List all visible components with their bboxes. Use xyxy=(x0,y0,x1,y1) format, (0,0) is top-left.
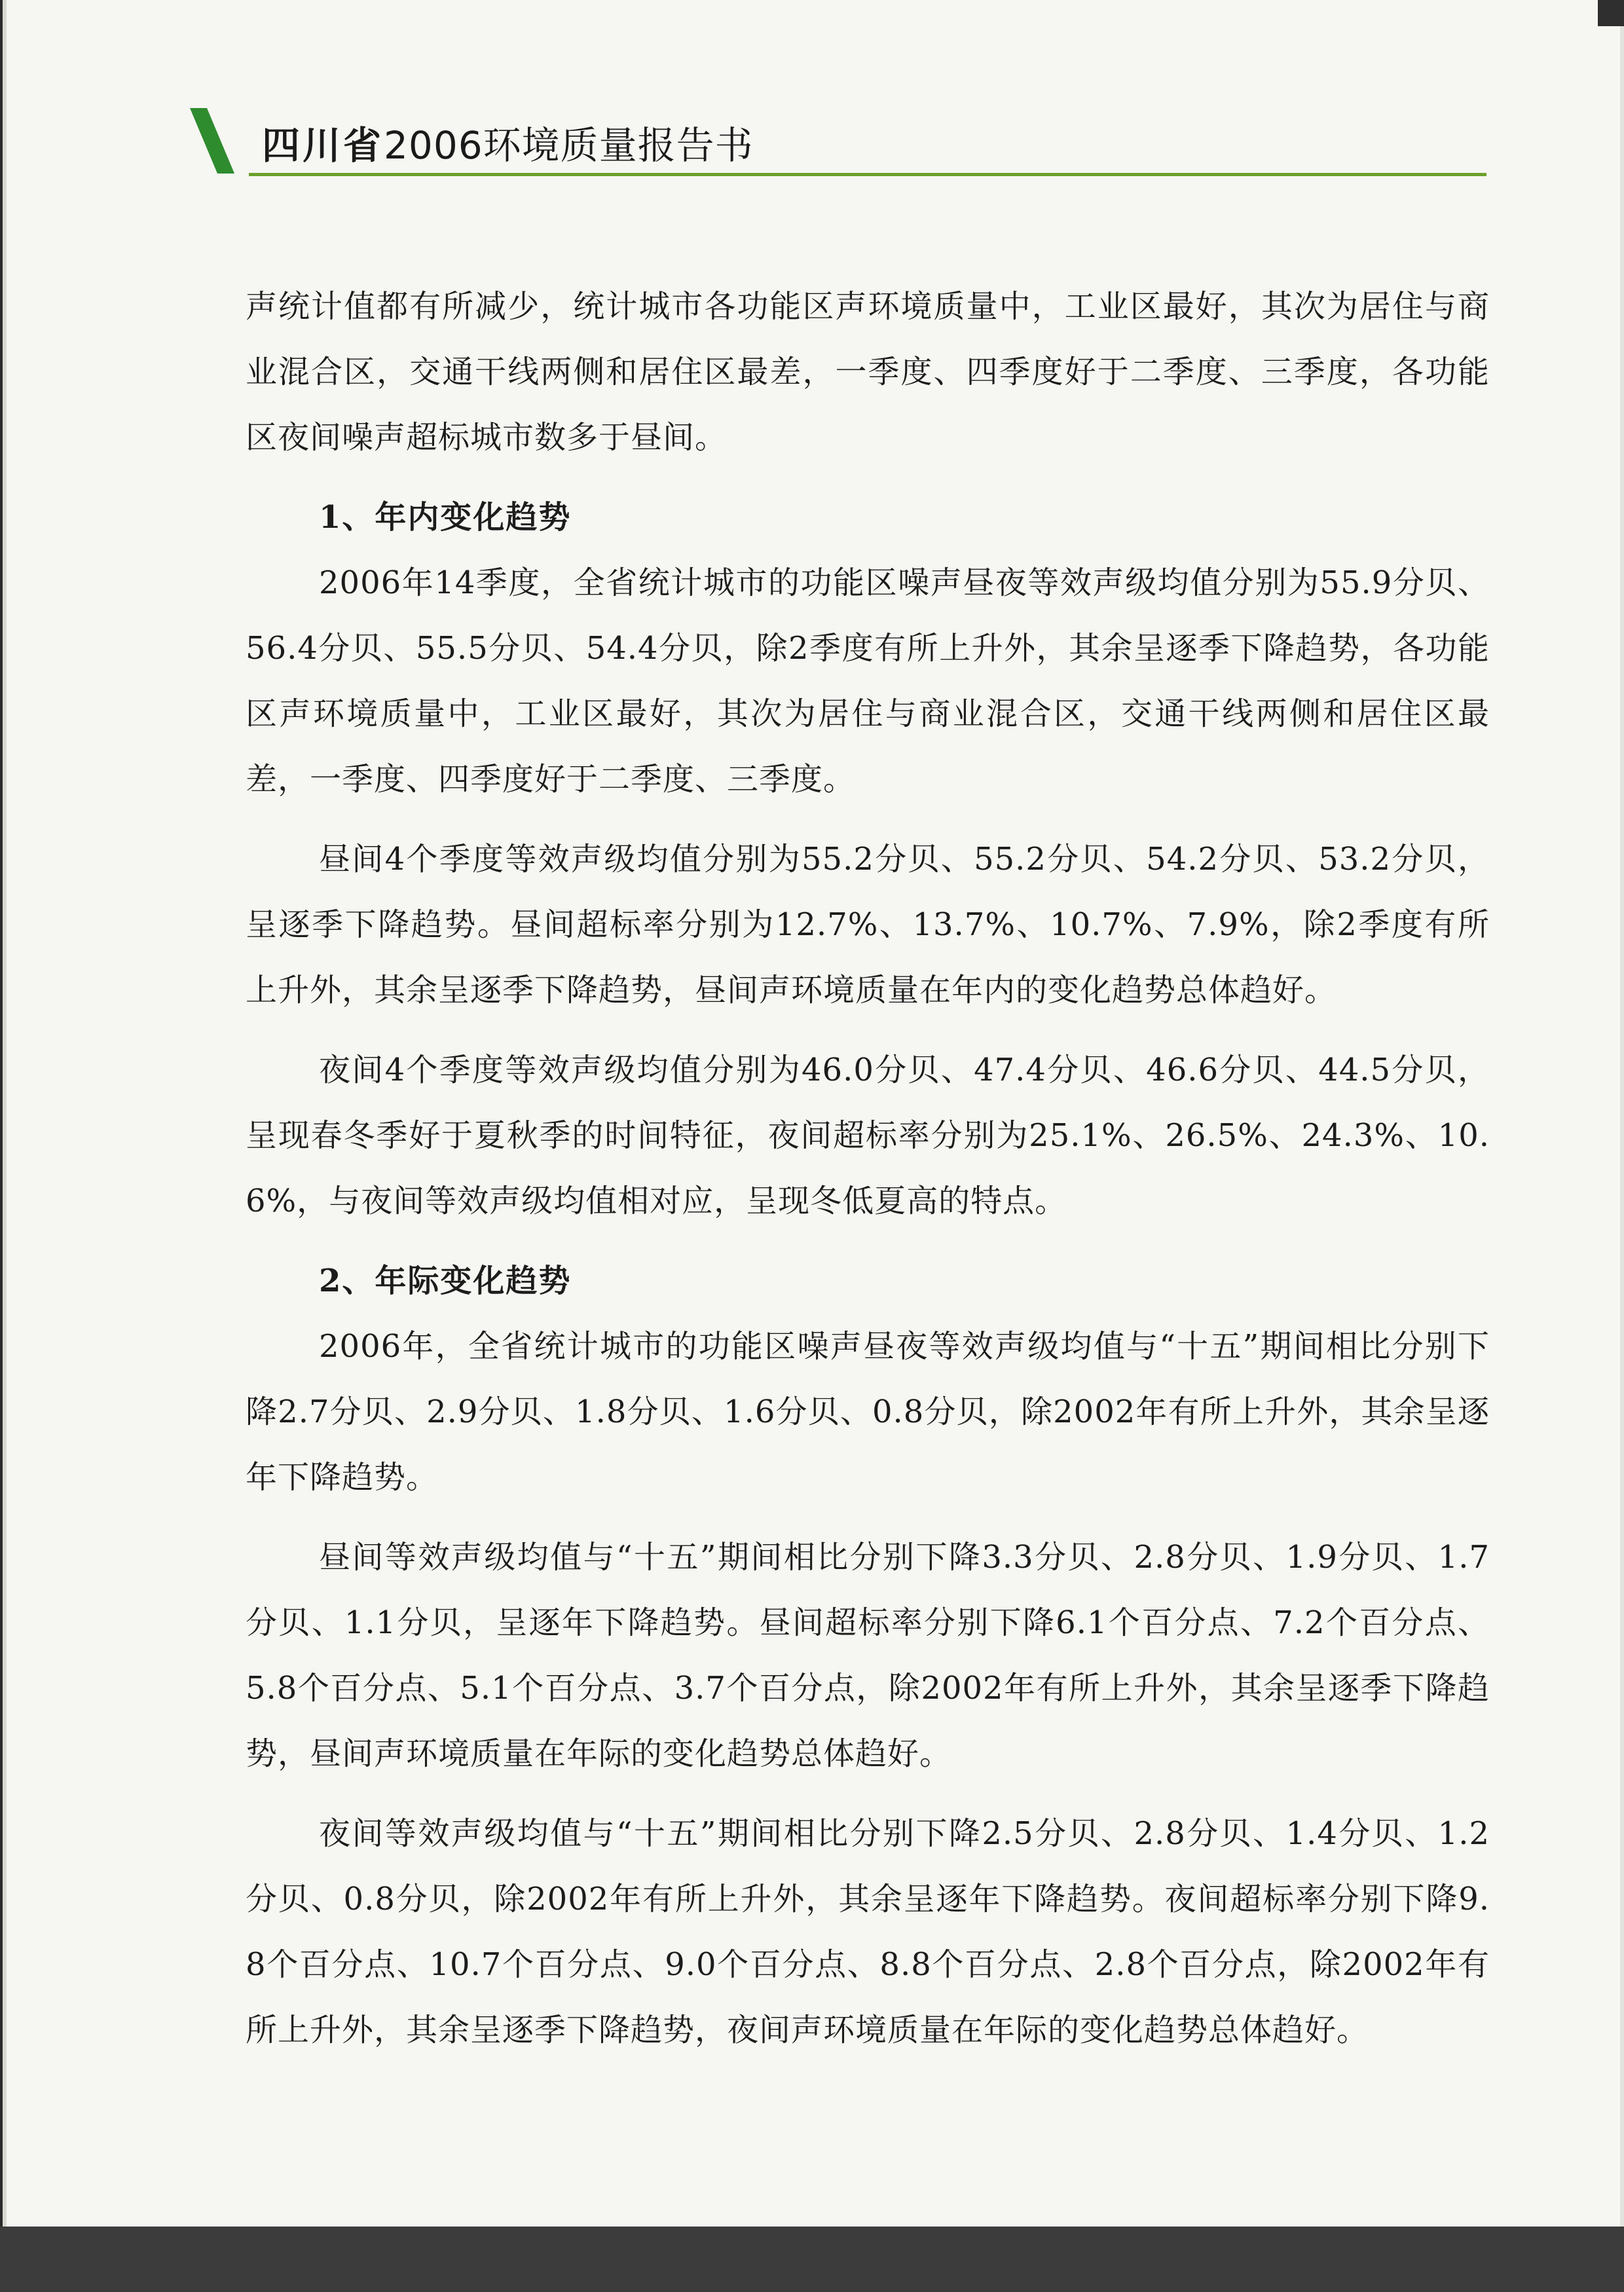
report-title xyxy=(262,122,754,168)
body-text xyxy=(246,274,1490,2077)
page-right-edge xyxy=(1620,26,1624,2227)
binding-line xyxy=(0,0,3,2292)
green-accent-icon xyxy=(190,108,236,180)
running-header xyxy=(190,108,1486,187)
section-heading-intra-year: 1、年内变化趋势 xyxy=(319,499,572,536)
paragraph-quarterly-nighttime: 夜间4个季度等效声级均值分别为46.0分贝、47.4分贝、46.6分贝、44.5分贝，呈现春冬季好于夏秋季的时间特征，夜间超标率分别为25.1%、26.5%、24.3%、10.6%，与夜间等效声级均值相对应，呈现冬低夏高的特点。 xyxy=(246,1052,1490,1219)
scan-corner-mark xyxy=(1598,0,1624,26)
paragraph-annual-nighttime: 夜间等效声级均值与“十五”期间相比分别下降2.5分贝、2.8分贝、1.4分贝、1.2分贝、0.8分贝，除2002年有所上升外，其余呈逐年下降趋势。夜间超标率分别下降9.8个百分点、10.7个百分点、9.0个百分点、8.8个百分点、2.8个百分点，除2002年有所上升外，其余呈逐季下降趋势，夜间声环境质量在年际的变化趋势总体趋好。 xyxy=(246,1815,1490,2048)
section-heading-inter-year: 2、年际变化趋势 xyxy=(319,1263,572,1299)
paragraph-quarterly-daytime: 昼间4个季度等效声级均值分别为55.2分贝、55.2分贝、54.2分贝、53.2分贝，呈逐季下降趋势。昼间超标率分别为12.7%、13.7%、10.7%、7.9%，除2季度有所上升外，其余呈逐季下降趋势，昼间声环境质量在年内的变化趋势总体趋好。 xyxy=(246,841,1490,1008)
intro-paragraph: 声统计值都有所减少，统计城市各功能区声环境质量中，工业区最好，其次为居住与商业混合区，交通干线两侧和居住区最差，一季度、四季度好于二季度、三季度，各功能区夜间噪声超标城市数多于昼间。 xyxy=(246,288,1490,456)
report-title-name: 2006环境质量报告书 xyxy=(384,123,754,168)
scan-bottom-shadow xyxy=(0,2227,1624,2292)
paragraph-annual-daytime: 昼间等效声级均值与“十五”期间相比分别下降3.3分贝、2.8分贝、1.9分贝、1.7分贝、1.1分贝，呈逐年下降趋势。昼间超标率分别下降6.1个百分点、7.2个百分点、5.8个百分点、5.1个百分点、3.7个百分点，除2002年有所上升外，其余呈逐季下降趋势，昼间声环境质量在年际的变化趋势总体趋好。 xyxy=(246,1539,1490,1772)
header-rule xyxy=(249,173,1486,176)
paragraph-annual-overall: 2006年，全省统计城市的功能区噪声昼夜等效声级均值与“十五”期间相比分别下降2.7分贝、2.9分贝、1.8分贝、1.6分贝、0.8分贝，除2002年有所上升外，其余呈逐年下降趋势。 xyxy=(246,1328,1490,1496)
report-title-province: 四川省 xyxy=(262,123,384,168)
paragraph-quarterly-overall: 2006年14季度，全省统计城市的功能区噪声昼夜等效声级均值分别为55.9分贝、56.4分贝、55.5分贝、54.4分贝，除2季度有所上升外，其余呈逐季下降趋势，各功能区声环境质量中，工业区最好，其次为居住与商业混合区，交通干线两侧和居住区最差，一季度、四季度好于二季度、三季度。 xyxy=(246,564,1490,798)
